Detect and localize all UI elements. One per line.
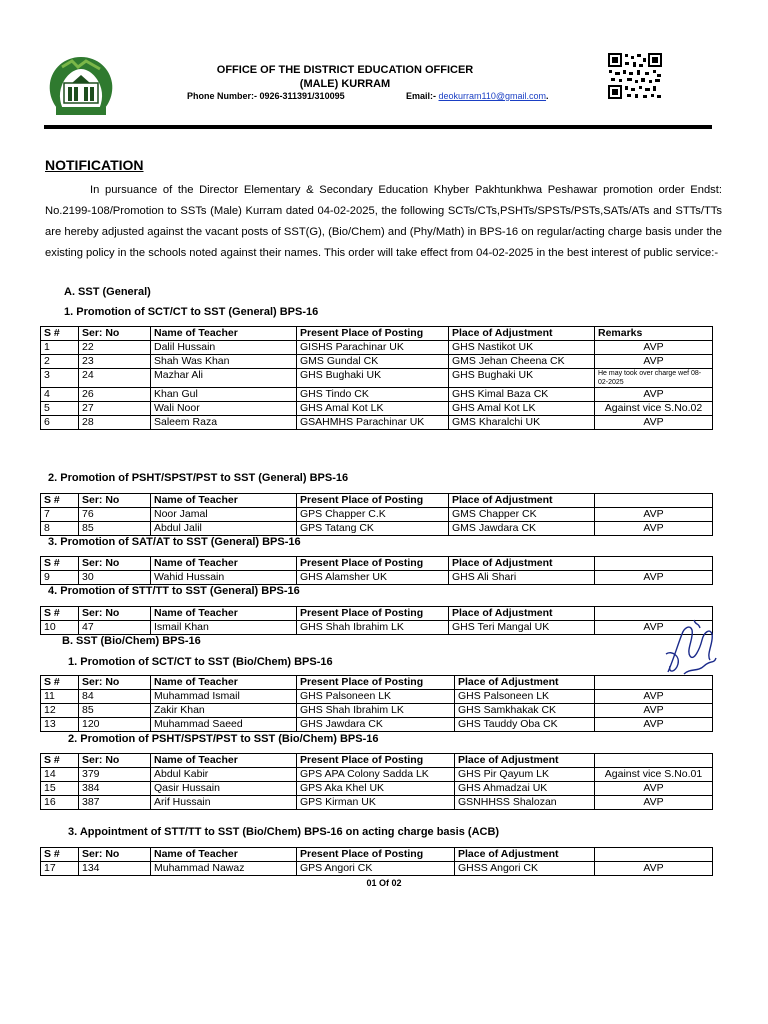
table-b2 [40,753,713,810]
cell-ser: 27 [79,402,151,416]
cell-present: GPS Tatang CK [297,522,449,536]
cell-ser: 26 [79,388,151,402]
table-row [41,341,713,355]
cell-sno: 9 [41,571,79,585]
cell-ser: 22 [79,341,151,355]
cell-adjust: GHS Teri Mangal UK [449,621,595,635]
cell-adjust: GMS Chapper CK [449,508,595,522]
column-header-ser: Ser: No [79,676,151,690]
cell-present: GPS APA Colony Sadda LK [297,768,455,782]
cell-adjust: GHS Ahmadzai UK [455,782,595,796]
notification-body [45,180,722,264]
table-header-row [41,607,713,621]
notification-title: NOTIFICATION [45,157,144,173]
column-header-ser: Ser: No [79,494,151,508]
column-header-name: Name of Teacher [151,848,297,862]
cell-adjust: GHS Palsoneen LK [455,690,595,704]
cell-sno: 3 [41,369,79,388]
cell-adjust: GHSS Angori CK [455,862,595,876]
cell-remarks: AVP [595,508,713,522]
table-row [41,718,713,732]
column-header-present: Present Place of Posting [297,557,449,571]
cell-present: GHS Jawdara CK [297,718,455,732]
cell-adjust: GHS Nastikot UK [449,341,595,355]
section-a3-heading: 3. Promotion of SAT/AT to SST (General) BPS-16 [48,536,301,548]
cell-sno: 2 [41,355,79,369]
column-header-ser: Ser: No [79,848,151,862]
column-header-name: Name of Teacher [151,754,297,768]
cell-sno: 8 [41,522,79,536]
cell-sno: 4 [41,388,79,402]
email-period: . [546,91,549,101]
section-a-heading: A. SST (General) [64,286,151,298]
email-line [406,91,549,101]
cell-remarks: AVP [595,571,713,585]
cell-present: GHS Shah Ibrahim LK [297,704,455,718]
column-header-ser: Ser: No [79,607,151,621]
cell-remarks [595,369,713,388]
cell-remarks: AVP [595,416,713,430]
table-row [41,862,713,876]
office-subtitle: (MALE) KURRAM [299,78,391,90]
column-header-present: Present Place of Posting [297,327,449,341]
column-header-sno: S # [41,607,79,621]
cell-adjust: GMS Jehan Cheena CK [449,355,595,369]
cell-present: GPS Angori CK [297,862,455,876]
cell-name: Wahid Hussain [151,571,297,585]
cell-adjust: GHS Bughaki UK [449,369,595,388]
section-b-heading: B. SST (Bio/Chem) BPS-16 [62,635,201,647]
column-header-remarks [595,848,713,862]
cell-present: GHS Alamsher UK [297,571,449,585]
column-header-name: Name of Teacher [151,327,297,341]
cell-adjust: GHS Amal Kot LK [449,402,595,416]
table-a3 [40,556,713,585]
column-header-name: Name of Teacher [151,494,297,508]
column-header-adjust: Place of Adjustment [449,607,595,621]
cell-remarks: AVP [595,690,713,704]
cell-remarks: AVP [595,341,713,355]
column-header-sno: S # [41,327,79,341]
cell-name: Noor Jamal [151,508,297,522]
cell-ser: 85 [79,704,151,718]
table-row [41,388,713,402]
cell-name: Wali Noor [151,402,297,416]
table-header-row [41,676,713,690]
column-header-present: Present Place of Posting [297,607,449,621]
remark-note: He may took over charge wef 08-02-2025 [598,370,702,386]
cell-present: GISHS Parachinar UK [297,341,449,355]
body-paragraph: In pursuance of the Director Elementary & Secondary Education Khyber Pakhtunkhwa Peshawar promotion order Endst: No.2199-108/Promotion to SSTs (Male) Kurram dated 04-02-2025, the following SCTs/CTs,PSHTs/SPSTs/PSTs,SATs/ATs and STTs/TTs are hereby adjusted against the vacant posts of SST(G), (Bio/Chem) and (Phy/Math) in BPS-16 on regular/acting charge basis under the existing policy in the schools noted against their names. This order will take effect from 04-02-2025 in the best interest of public service:- [45,184,722,259]
section-a2-heading: 2. Promotion of PSHT/SPST/PST to SST (General) BPS-16 [48,472,349,484]
handwritten-signature-icon [660,614,720,682]
cell-name: Zakir Khan [151,704,297,718]
cell-name: Muhammad Nawaz [151,862,297,876]
table-row [41,522,713,536]
cell-sno: 7 [41,508,79,522]
column-header-sno: S # [41,848,79,862]
column-header-present: Present Place of Posting [297,754,455,768]
cell-sno: 15 [41,782,79,796]
section-b1-heading: 1. Promotion of SCT/CT to SST (Bio/Chem) BPS-16 [68,656,333,668]
column-header-adjust: Place of Adjustment [449,557,595,571]
phone-number: Phone Number:- 0926-311391/310095 [187,91,345,101]
column-header-name: Name of Teacher [151,557,297,571]
cell-ser: 76 [79,508,151,522]
cell-name: Abdul Jalil [151,522,297,536]
table-header-row [41,557,713,571]
column-header-ser: Ser: No [79,754,151,768]
section-b2-heading: 2. Promotion of PSHT/SPST/PST to SST (Bio/Chem) BPS-16 [68,733,379,745]
cell-name: Dalil Hussain [151,341,297,355]
section-b3-heading: 3. Appointment of STT/TT to SST (Bio/Chem) BPS-16 on acting charge basis (ACB) [68,826,500,838]
cell-present: GHS Amal Kot LK [297,402,449,416]
cell-ser: 120 [79,718,151,732]
cell-present: GPS Kirman UK [297,796,455,810]
cell-present: GPS Chapper C.K [297,508,449,522]
cell-adjust: GSNHHSS Shalozan [455,796,595,810]
section-a1-heading: 1. Promotion of SCT/CT to SST (General) BPS-16 [64,306,319,318]
cell-name: Muhammad Saeed [151,718,297,732]
cell-name: Shah Was Khan [151,355,297,369]
cell-remarks: Against vice S.No.02 [595,402,713,416]
table-row [41,416,713,430]
column-header-adjust: Place of Adjustment [449,494,595,508]
cell-adjust: GHS Ali Shari [449,571,595,585]
cell-present: GMS Gundal CK [297,355,449,369]
column-header-present: Present Place of Posting [297,494,449,508]
cell-present: GPS Aka Khel UK [297,782,455,796]
office-title: OFFICE OF THE DISTRICT EDUCATION OFFICER [216,64,474,76]
cell-ser: 387 [79,796,151,810]
cell-name: Ismail Khan [151,621,297,635]
column-header-remarks: Remarks [595,327,713,341]
column-header-adjust: Place of Adjustment [455,754,595,768]
page-number: 01 Of 02 [366,878,402,888]
column-header-sno: S # [41,676,79,690]
column-header-remarks [595,494,713,508]
cell-remarks: AVP [595,718,713,732]
cell-sno: 14 [41,768,79,782]
table-header-row [41,494,713,508]
cell-sno: 5 [41,402,79,416]
table-row [41,690,713,704]
email-link[interactable]: deokurram110@gmail.com [438,91,547,101]
column-header-ser: Ser: No [79,327,151,341]
cell-name: Khan Gul [151,388,297,402]
cell-sno: 17 [41,862,79,876]
cell-present: GHS Shah Ibrahim LK [297,621,449,635]
table-row [41,782,713,796]
table-row [41,768,713,782]
table-row [41,571,713,585]
cell-name: Muhammad Ismail [151,690,297,704]
cell-remarks: AVP [595,862,713,876]
cell-remarks: AVP [595,522,713,536]
table-a1 [40,326,713,430]
cell-name: Saleem Raza [151,416,297,430]
cell-ser: 24 [79,369,151,388]
cell-present: GHS Palsoneen LK [297,690,455,704]
cell-ser: 30 [79,571,151,585]
table-row [41,796,713,810]
cell-adjust: GHS Samkhakak CK [455,704,595,718]
table-a2 [40,493,713,536]
cell-remarks: AVP [595,388,713,402]
table-header-row [41,848,713,862]
cell-sno: 11 [41,690,79,704]
cell-remarks: AVP [595,355,713,369]
cell-remarks: AVP [595,704,713,718]
cell-present: GHS Bughaki UK [297,369,449,388]
qr-code-icon [607,52,663,100]
cell-ser: 85 [79,522,151,536]
column-header-name: Name of Teacher [151,676,297,690]
table-row [41,369,713,388]
column-header-adjust: Place of Adjustment [449,327,595,341]
cell-present: GSAHMHS Parachinar UK [297,416,449,430]
cell-adjust: GHS Pir Qayum LK [455,768,595,782]
column-header-remarks [595,557,713,571]
table-b1 [40,675,713,732]
email-label: Email:- [406,91,439,101]
cell-remarks: AVP [595,796,713,810]
cell-sno: 1 [41,341,79,355]
cell-adjust: GHS Tauddy Oba CK [455,718,595,732]
cell-sno: 10 [41,621,79,635]
cell-sno: 16 [41,796,79,810]
table-row [41,508,713,522]
table-b3 [40,847,713,876]
table-row [41,402,713,416]
table-row [41,621,713,635]
header-divider [44,125,712,129]
section-a4-heading: 4. Promotion of STT/TT to SST (General) BPS-16 [48,585,300,597]
cell-ser: 84 [79,690,151,704]
cell-ser: 28 [79,416,151,430]
column-header-name: Name of Teacher [151,607,297,621]
kpk-government-emblem-icon [42,53,120,119]
cell-name: Abdul Kabir [151,768,297,782]
column-header-present: Present Place of Posting [297,848,455,862]
cell-adjust: GHS Kimal Baza CK [449,388,595,402]
table-header-row [41,754,713,768]
cell-ser: 134 [79,862,151,876]
column-header-sno: S # [41,494,79,508]
cell-ser: 23 [79,355,151,369]
cell-present: GHS Tindo CK [297,388,449,402]
column-header-ser: Ser: No [79,557,151,571]
table-row [41,355,713,369]
cell-ser: 379 [79,768,151,782]
cell-sno: 12 [41,704,79,718]
cell-remarks: AVP [595,782,713,796]
cell-name: Qasir Hussain [151,782,297,796]
cell-remarks: Against vice S.No.01 [595,768,713,782]
cell-adjust: GMS Jawdara CK [449,522,595,536]
cell-sno: 6 [41,416,79,430]
cell-remarks: AVP [595,621,713,635]
table-row [41,704,713,718]
column-header-adjust: Place of Adjustment [455,676,595,690]
column-header-sno: S # [41,754,79,768]
column-header-adjust: Place of Adjustment [455,848,595,862]
cell-ser: 47 [79,621,151,635]
table-a4 [40,606,713,635]
cell-sno: 13 [41,718,79,732]
cell-ser: 384 [79,782,151,796]
column-header-present: Present Place of Posting [297,676,455,690]
column-header-remarks [595,754,713,768]
table-header-row [41,327,713,341]
column-header-sno: S # [41,557,79,571]
cell-name: Arif Hussain [151,796,297,810]
cell-name: Mazhar Ali [151,369,297,388]
cell-adjust: GMS Kharalchi UK [449,416,595,430]
